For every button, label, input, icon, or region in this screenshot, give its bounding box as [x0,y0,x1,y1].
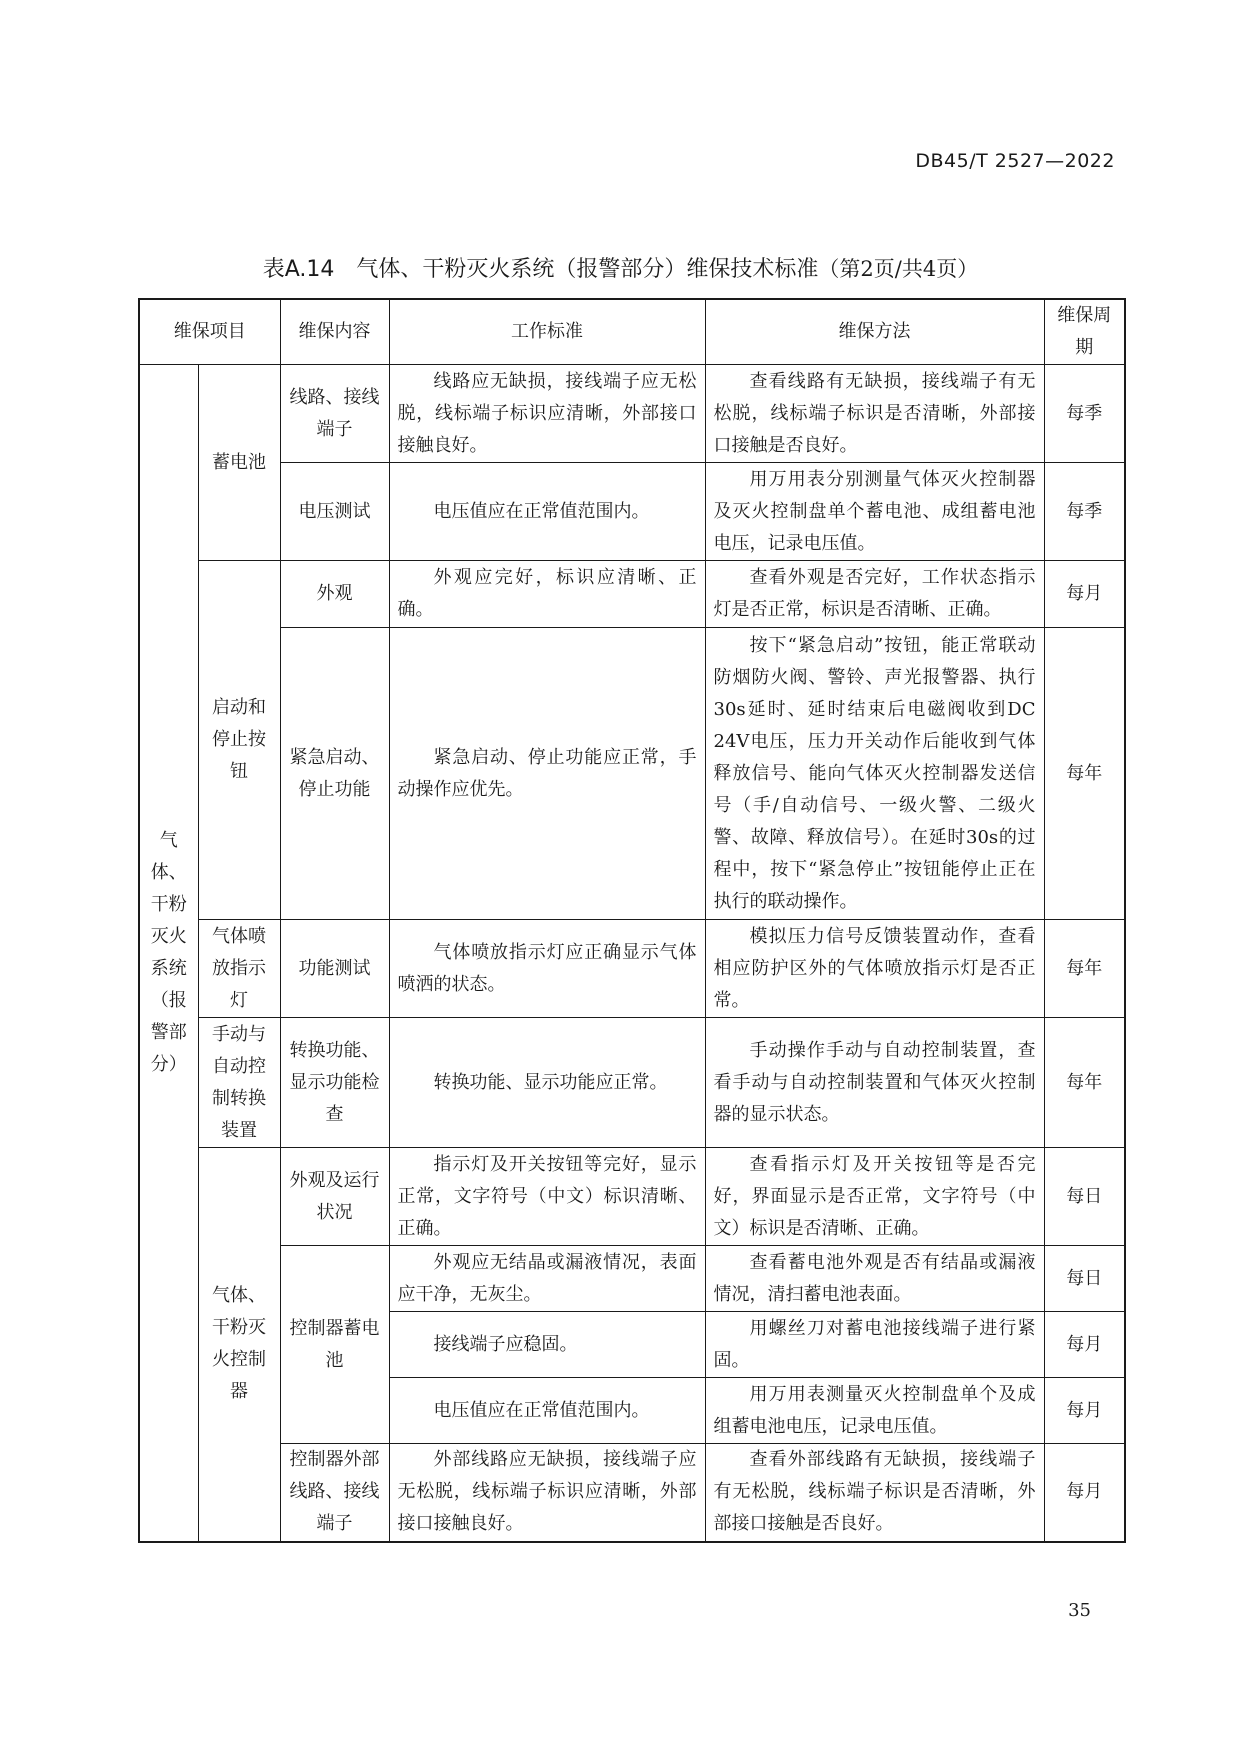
content-cell: 外观 [280,561,389,628]
group-cell-battery: 蓄电池 [198,365,280,561]
period-cell: 每季 [1044,365,1125,463]
maintenance-standard-table [138,298,1126,1543]
period-cell: 每月 [1044,1378,1125,1444]
document-code: DB45/T 2527—2022 [915,150,1115,172]
period-cell: 每月 [1044,561,1125,628]
period-cell: 每年 [1044,1018,1125,1148]
header-standard: 工作标准 [389,299,705,365]
standard-cell: 指示灯及开关按钮等完好，显示正常，文字符号（中文）标识清晰、正确。 [389,1148,705,1246]
group-cell-controller: 气体、干粉灭火控制器 [198,1148,280,1542]
table-title [0,252,1241,283]
standard-cell: 接线端子应稳固。 [389,1312,705,1378]
standard-cell: 电压值应在正常值范围内。 [389,463,705,561]
standard-cell: 外观应无结晶或漏液情况，表面应干净，无灰尘。 [389,1246,705,1312]
content-cell: 控制器外部线路、接线端子 [280,1444,389,1542]
method-cell: 用万用表测量灭火控制盘单个及成组蓄电池电压，记录电压值。 [705,1378,1044,1444]
method-cell: 按下“紧急启动”按钮，能正常联动防烟防火阀、警铃、声光报警器、执行30s延时、延时结束后电磁阀收到DC 24V电压，压力开关动作后能收到气体释放信号、能向气体灭火控制器发送信号（手/自动信号、一级火警、二级火警、故障、释放信号）。在延时30s的过程中，按下“紧急停止”按钮能停止正在执行的联动操作。 [705,628,1044,920]
period-cell: 每日 [1044,1148,1125,1246]
content-cell: 紧急启动、停止功能 [280,628,389,920]
content-cell: 转换功能、显示功能检查 [280,1018,389,1148]
method-cell: 手动操作手动与自动控制装置，查看手动与自动控制装置和气体灭火控制器的显示状态。 [705,1018,1044,1148]
table-row [139,463,1125,561]
content-cell: 控制器蓄电池 [280,1246,389,1444]
standard-cell: 外观应完好，标识应清晰、正确。 [389,561,705,628]
group-cell-start-stop: 启动和停止按钮 [198,561,280,920]
header-content: 维保内容 [280,299,389,365]
method-cell: 用万用表分别测量气体灭火控制器及灭火控制盘单个蓄电池、成组蓄电池电压，记录电压值。 [705,463,1044,561]
method-cell: 查看外部线路有无缺损，接线端子有无松脱，线标端子标识是否清晰，外部接口接触是否良好。 [705,1444,1044,1542]
group-cell-spray-light: 气体喷放指示灯 [198,920,280,1018]
table-row [139,1148,1125,1246]
period-cell: 每日 [1044,1246,1125,1312]
content-cell: 功能测试 [280,920,389,1018]
table-row [139,1444,1125,1542]
standard-cell: 转换功能、显示功能应正常。 [389,1018,705,1148]
table-row [139,1246,1125,1312]
content-cell: 线路、接线端子 [280,365,389,463]
group-cell-manual-auto: 手动与自动控制转换装置 [198,1018,280,1148]
method-cell: 查看外观是否完好，工作状态指示灯是否正常，标识是否清晰、正确。 [705,561,1044,628]
table-row [139,628,1125,920]
period-cell: 每年 [1044,920,1125,1018]
content-cell: 外观及运行状况 [280,1148,389,1246]
standard-cell: 气体喷放指示灯应正确显示气体喷洒的状态。 [389,920,705,1018]
table-row [139,561,1125,628]
period-cell: 每季 [1044,463,1125,561]
table-title-page-info: （第2页/共4页） [818,257,979,281]
table-row [139,365,1125,463]
page-number: 35 [1068,1600,1091,1621]
period-cell: 每月 [1044,1312,1125,1378]
standard-cell: 紧急启动、停止功能应正常，手动操作应优先。 [389,628,705,920]
method-cell: 查看蓄电池外观是否有结晶或漏液情况，清扫蓄电池表面。 [705,1246,1044,1312]
period-cell: 每月 [1044,1444,1125,1542]
table-row [139,920,1125,1018]
table-title-main: 表A.14 气体、干粉灭火系统（报警部分）维保技术标准 [262,257,819,282]
method-cell: 查看线路有无缺损，接线端子有无松脱，线标端子标识是否清晰，外部接口接触是否良好。 [705,365,1044,463]
header-method: 维保方法 [705,299,1044,365]
standard-cell: 电压值应在正常值范围内。 [389,1378,705,1444]
method-cell: 用螺丝刀对蓄电池接线端子进行紧固。 [705,1312,1044,1378]
content-cell: 电压测试 [280,463,389,561]
method-cell: 查看指示灯及开关按钮等是否完好，界面显示是否正常，文字符号（中文）标识是否清晰、正确。 [705,1148,1044,1246]
standard-cell: 线路应无缺损，接线端子应无松脱，线标端子标识应清晰，外部接口接触良好。 [389,365,705,463]
header-period: 维保周期 [1044,299,1125,365]
standard-cell: 外部线路应无缺损，接线端子应无松脱，线标端子标识应清晰，外部接口接触良好。 [389,1444,705,1542]
header-item: 维保项目 [139,299,280,365]
method-cell: 模拟压力信号反馈装置动作，查看相应防护区外的气体喷放指示灯是否正常。 [705,920,1044,1018]
table-row [139,1018,1125,1148]
period-cell: 每年 [1044,628,1125,920]
system-cell: 气体、干粉灭火系统（报警部分） [139,365,198,1542]
table-header-row [139,299,1125,365]
